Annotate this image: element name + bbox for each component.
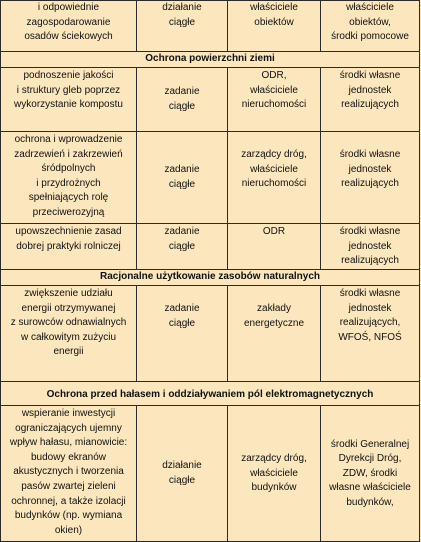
section-row: [1, 52, 420, 68]
section-row: [1, 382, 420, 406]
schedule-cell: zadanie ciągłe: [137, 68, 228, 132]
table-row: [1, 68, 420, 132]
table-row: [1, 286, 420, 382]
section-heading: Ochrona przed hałasem i oddziaływaniem pól elektromagnetycznych: [1, 382, 420, 406]
schedule-cell: zadanie ciągłe: [137, 132, 228, 224]
responsible-cell: zarządcy dróg, właściciele nieruchomości: [228, 132, 321, 224]
funding-cell: środki Generalnej Dyrekcji Dróg, ZDW, środki własne właściciele budynków,: [321, 406, 420, 542]
responsible-cell: ODR, właściciele nieruchomości: [228, 68, 321, 132]
responsible-cell: zakłady energetyczne: [228, 286, 321, 382]
task-cell: i odpowiednie zagospodarowanie osadów ściekowych: [1, 1, 137, 52]
task-cell: zwiększenie udziału energii otrzymywanej z surowców odnawialnych w całkowitym zużyciu energii: [1, 286, 137, 382]
table-row: [1, 1, 420, 52]
funding-cell: środki własne jednostek realizujących, WFOŚ, NFOŚ: [321, 286, 420, 382]
section-heading: Ochrona powierzchni ziemi: [1, 52, 420, 68]
table-row: [1, 132, 420, 224]
funding-cell: środki własne jednostek realizujących: [321, 132, 420, 224]
table-row: [1, 406, 420, 542]
task-cell: podnoszenie jakości i struktury gleb poprzez wykorzystanie kompostu: [1, 68, 137, 132]
responsible-cell: właściciele obiektów: [228, 1, 321, 52]
task-cell: upowszechnienie zasad dobrej praktyki rolniczej: [1, 224, 137, 270]
funding-cell: środki własne jednostek realizujących: [321, 68, 420, 132]
responsible-cell: ODR: [228, 224, 321, 270]
responsible-cell: zarządcy dróg, właściciele budynków: [228, 406, 321, 542]
table-row: [1, 224, 420, 270]
schedule-cell: działanie ciągłe: [137, 1, 228, 52]
section-heading: Racjonalne użytkowanie zasobów naturalnych: [1, 270, 420, 286]
section-row: [1, 270, 420, 286]
funding-cell: środki własne jednostek realizujących: [321, 224, 420, 270]
task-cell: ochrona i wprowadzenie zadrzewień i zakrzewień śródpolnych i przydrożnych spełniających rolę przeciwerozyjną: [1, 132, 137, 224]
funding-cell: właściciele obiektów, środki pomocowe: [321, 1, 420, 52]
task-cell: wspieranie inwestycji ograniczających ujemny wpływ hałasu, mianowicie: budowy ekranów akustycznych i tworzenia pasów zwartej zieleni ochronnej, a także izolacji budynków (np. wymiana okien): [1, 406, 137, 542]
schedule-cell: zadanie ciągłe: [137, 224, 228, 270]
schedule-cell: działanie ciągłe: [137, 406, 228, 542]
schedule-cell: zadanie ciągłe: [137, 286, 228, 382]
